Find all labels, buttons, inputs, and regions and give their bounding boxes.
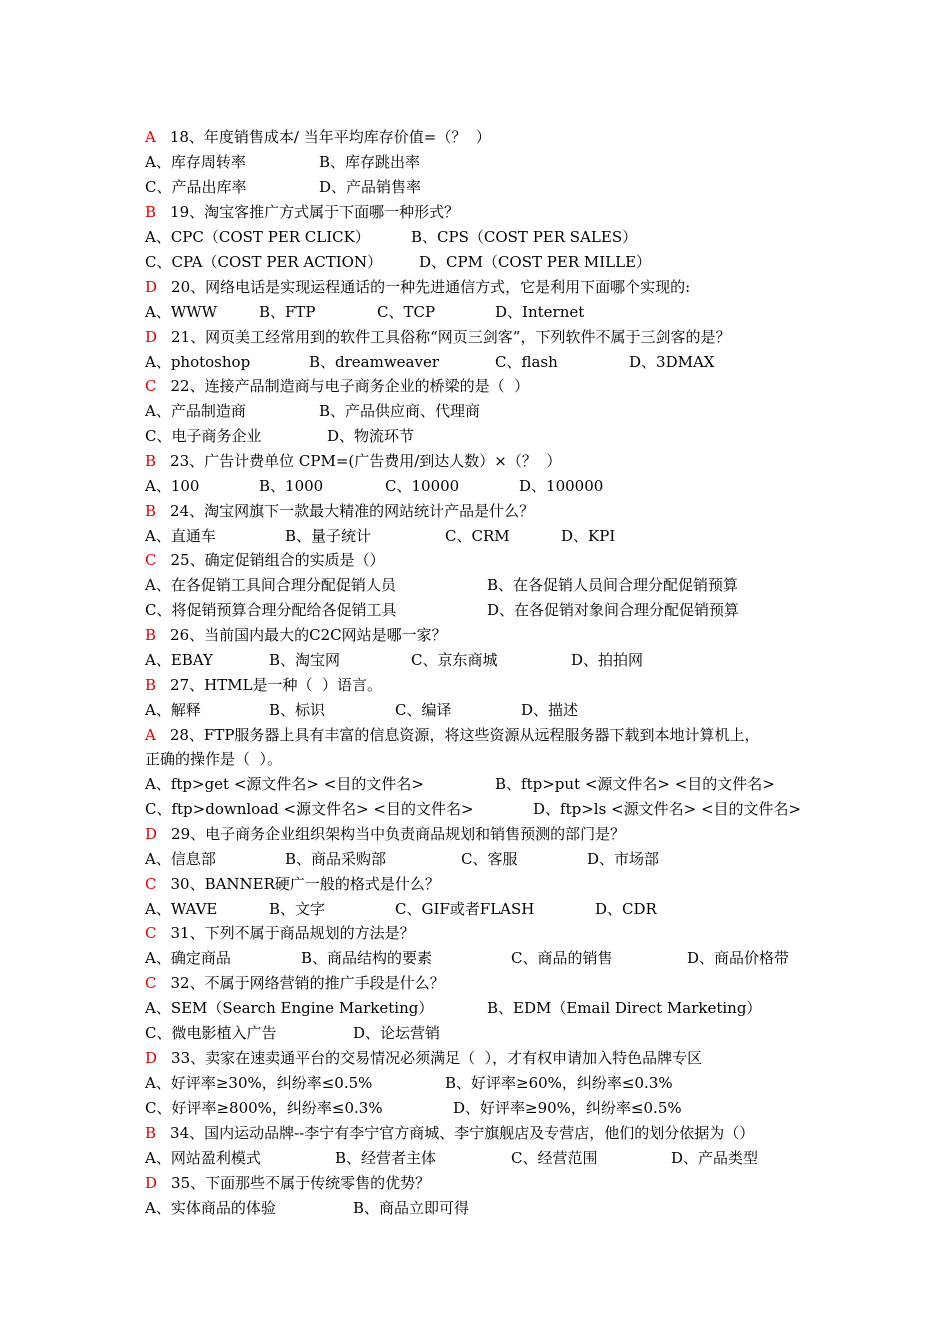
option: D、KPI [561,527,616,545]
answer-key: D [145,1049,158,1067]
option: D、CDR [595,900,657,918]
question-31 [145,922,415,944]
question-29 [145,823,625,845]
option: A、直通车 [145,527,216,545]
option: B、文字 [269,900,326,918]
option: C、京东商城 [411,651,498,669]
question-28 [145,724,759,746]
option: C、将促销预算合理分配给各促销工具 [145,601,397,619]
option: C、产品出库率 [145,178,247,196]
option: B、1000 [259,477,324,495]
option: C、经营范围 [511,1149,598,1167]
answer-key: B [145,1124,157,1142]
option: C、好评率≥800%，纠纷率≤0.3% [145,1099,383,1117]
option: D、产品类型 [671,1149,759,1167]
option: B、好评率≥60%，纠纷率≤0.3% [445,1074,673,1092]
option: B、dreamweaver [309,353,440,371]
option: D、在各促销对象间合理分配促销预算 [487,601,740,619]
option: A、CPC（COST PER CLICK） [145,228,370,246]
question-text: 23、广告计费单位 CPM=(广告费用/到达人数）×（？ ） [170,452,562,470]
answer-key: B [145,203,157,221]
option: D、产品销售率 [319,178,422,196]
option: B、ftp>put <源文件名> <目的文件名> [495,775,775,793]
option: D、CPM（COST PER MILLE） [419,253,652,271]
option: D、描述 [521,701,579,719]
option: A、EBAY [145,651,213,669]
answer-key: D [145,825,158,843]
option: D、拍拍网 [571,651,644,669]
option: B、CPS（COST PER SALES） [411,228,638,246]
option: D、3DMAX [629,353,715,371]
question-33 [145,1047,702,1069]
question-27 [145,674,382,696]
option: C、TCP [377,303,436,321]
question-32 [145,972,445,994]
answer-key: B [145,676,157,694]
question-18 [145,126,491,148]
option: A、WAVE [145,900,218,918]
question-34 [145,1122,754,1144]
option: C、电子商务企业 [145,427,262,445]
option: A、网站盈利模式 [145,1149,261,1167]
question-30 [145,873,440,895]
option: A、解释 [145,701,201,719]
answer-key: C [145,551,157,569]
option: A、好评率≥30%，纠纷率≤0.5% [145,1074,373,1092]
answer-key: A [145,128,156,146]
question-text: 34、国内运动品牌--李宁有李宁官方商城、李宁旗舰店及专营店，他们的划分依据为（） [170,1124,755,1142]
question-text: 30、BANNER硬广一般的格式是什么？ [170,875,440,893]
answer-key: C [145,377,157,395]
option: D、市场部 [587,850,660,868]
option: B、库存跳出率 [319,153,421,171]
question-24 [145,500,534,522]
option: B、产品供应商、代理商 [319,402,481,420]
option: C、GIF或者FLASH [395,900,535,918]
question-26 [145,624,447,646]
question-text: 26、当前国内最大的C2C网站是哪一家？ [170,626,447,644]
answer-key: D [145,328,158,346]
question-text: 19、淘宝客推广方式属于下面哪一种形式？ [170,203,460,221]
answer-key: B [145,626,157,644]
option: C、编译 [395,701,452,719]
question-text: 24、淘宝网旗下一款最大精准的网站统计产品是什么？ [170,502,535,520]
question-25 [145,549,385,571]
option: A、库存周转率 [145,153,246,171]
question-text: 22、连接产品制造商与电子商务企业的桥梁的是（ ） [170,377,530,395]
question-23 [145,450,561,472]
option: A、photoshop [145,353,251,371]
option: A、SEM（Search Engine Marketing） [145,999,434,1017]
option: B、商品采购部 [285,850,387,868]
option: B、FTP [259,303,316,321]
question-text: 28、FTP服务器上具有丰富的信息资源，将这些资源从远程服务器下载到本地计算机上， [169,726,760,744]
option: B、EDM（Email Direct Marketing） [487,999,762,1017]
answer-key: B [145,502,157,520]
option: D、ftp>ls <源文件名> <目的文件名> [533,800,802,818]
option: B、经营者主体 [335,1149,437,1167]
question-text: 35、下面那些不属于传统零售的优势？ [171,1174,431,1192]
option: B、在各促销人员间合理分配促销预算 [487,576,739,594]
answer-key: C [145,875,157,893]
option: D、商品价格带 [687,949,790,967]
question-text: 33、卖家在速卖通平台的交易情况必须满足（ ），才有权申请加入特色品牌专区 [171,1049,703,1067]
option: A、信息部 [145,850,216,868]
option: A、WWW [145,303,218,321]
question-19 [145,201,459,223]
question-text: 31、下列不属于商品规划的方法是？ [170,924,415,942]
option: C、CRM [445,527,510,545]
answer-key: C [145,924,157,942]
answer-key: B [145,452,157,470]
option: C、CPA（COST PER ACTION） [145,253,383,271]
option: D、好评率≥90%，纠纷率≤0.5% [453,1099,682,1117]
question-21 [145,326,730,348]
question-35 [145,1172,430,1194]
question-22 [145,375,529,397]
option: A、产品制造商 [145,402,246,420]
option: C、ftp>download <源文件名> <目的文件名> [145,800,474,818]
option: A、ftp>get <源文件名> <目的文件名> [145,775,424,793]
answer-key: A [145,726,156,744]
option: D、论坛营销 [353,1024,441,1042]
option: A、实体商品的体验 [145,1199,276,1217]
option: B、商品立即可得 [353,1199,470,1217]
option: A、在各促销工具间合理分配促销人员 [145,576,396,594]
option: C、商品的销售 [511,949,613,967]
question-text: 29、电子商务企业组织架构当中负责商品规划和销售预测的部门是？ [171,825,626,843]
option: C、flash [495,353,558,371]
option: C、客服 [461,850,518,868]
question-text: 21、网页美工经常用到的软件工具俗称“网页三剑客”，下列软件不属于三剑客的是？ [171,328,731,346]
answer-key: D [145,278,158,296]
option: B、量子统计 [285,527,372,545]
option: B、标识 [269,701,326,719]
answer-key: D [145,1174,158,1192]
question-continuation: 正确的操作是（ ）。 [145,750,283,768]
question-text: 32、不属于网络营销的推广手段是什么？ [170,974,445,992]
option: D、100000 [519,477,604,495]
option: A、确定商品 [145,949,231,967]
option: B、淘宝网 [269,651,341,669]
question-text: 20、网络电话是实现运程通话的一种先进通信方式，它是利用下面哪个实现的: [171,278,691,296]
option: B、商品结构的要素 [301,949,433,967]
answer-key: C [145,974,157,992]
question-text: 18、年度销售成本/ 当年平均库存价值=（？ ） [169,128,491,146]
question-text: 25、确定促销组合的实质是（） [170,551,385,569]
option: D、物流环节 [327,427,415,445]
question-20 [145,276,690,298]
option: D、Internet [495,303,585,321]
question-text: 27、HTML是一种（ ）语言。 [170,676,383,694]
option: C、微电影植入广告 [145,1024,277,1042]
option: A、100 [145,477,200,495]
option: C、10000 [385,477,460,495]
